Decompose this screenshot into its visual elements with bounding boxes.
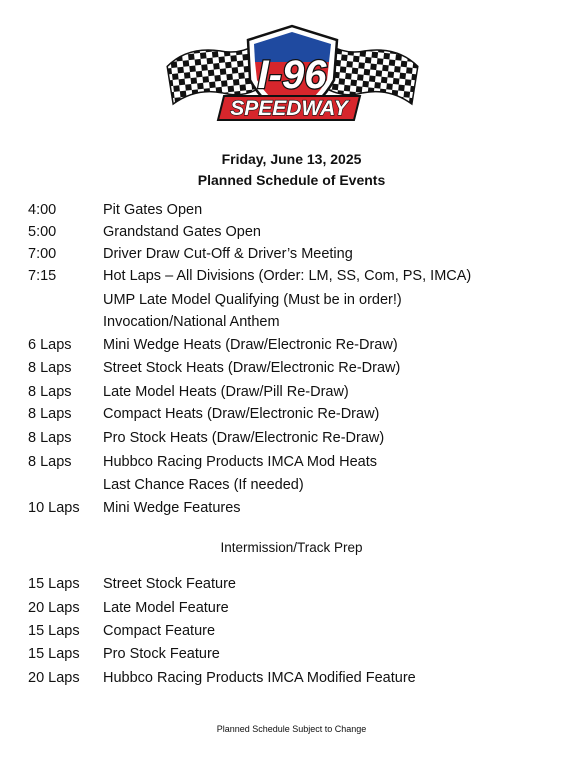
schedule-event: Hot Laps – All Divisions (Order: LM, SS, Com, PS, IMCA) — [103, 268, 472, 284]
schedule-row — [0, 623, 583, 645]
schedule-event: Driver Draw Cut-Off & Driver’s Meeting — [103, 246, 353, 262]
schedule-event: Invocation/National Anthem — [103, 314, 280, 330]
schedule-event: Hubbco Racing Products IMCA Modified Feature — [103, 670, 416, 686]
schedule-event: Grandstand Gates Open — [103, 224, 261, 240]
schedule-title: Planned Schedule of Events — [197, 172, 386, 188]
schedule-row — [0, 600, 583, 622]
schedule-row — [0, 314, 583, 336]
schedule-row — [0, 268, 583, 290]
schedule-row — [0, 292, 583, 314]
schedule-time: 8 Laps — [28, 384, 72, 400]
logo-sub-text: SPEEDWAY — [230, 97, 348, 120]
schedule-time: 5:00 — [28, 224, 57, 240]
schedule-time: 15 Laps — [28, 576, 80, 592]
event-date: Friday, June 13, 2025 — [221, 151, 362, 167]
schedule-event: Late Model Heats (Draw/Pill Re-Draw) — [103, 384, 349, 400]
schedule-time: 8 Laps — [28, 454, 72, 470]
intermission-note: Intermission/Track Prep — [220, 540, 363, 555]
schedule-row — [0, 337, 583, 359]
schedule-time: 8 Laps — [28, 430, 72, 446]
schedule-event: Last Chance Races (If needed) — [103, 477, 304, 493]
schedule-time: 4:00 — [28, 202, 57, 218]
schedule-event: Mini Wedge Features — [103, 500, 241, 516]
schedule-row — [0, 406, 583, 428]
schedule-time: 20 Laps — [28, 600, 80, 616]
schedule-event: Street Stock Heats (Draw/Electronic Re-Draw) — [103, 360, 401, 376]
schedule-row — [0, 576, 583, 598]
schedule-row — [0, 384, 583, 406]
schedule-event: Pro Stock Heats (Draw/Electronic Re-Draw) — [103, 430, 385, 446]
schedule-time: 15 Laps — [28, 646, 80, 662]
schedule-event: Pit Gates Open — [103, 202, 203, 218]
schedule-row — [0, 430, 583, 452]
schedule-row — [0, 360, 583, 382]
schedule-time: 6 Laps — [28, 337, 72, 353]
schedule-row — [0, 670, 583, 692]
schedule-event: Late Model Feature — [103, 600, 229, 616]
schedule-time: 20 Laps — [28, 670, 80, 686]
schedule-event: Mini Wedge Heats (Draw/Electronic Re-Draw) — [103, 337, 398, 353]
schedule-event: UMP Late Model Qualifying (Must be in order!) — [103, 292, 402, 308]
schedule-row — [0, 202, 583, 224]
logo-main-text: I-96 — [257, 53, 327, 97]
footer-note: Planned Schedule Subject to Change — [216, 724, 367, 734]
schedule-time: 8 Laps — [28, 406, 72, 422]
schedule-time: 15 Laps — [28, 623, 80, 639]
schedule-event: Pro Stock Feature — [103, 646, 220, 662]
schedule-event: Compact Feature — [103, 623, 216, 639]
schedule-row — [0, 246, 583, 268]
schedule-row — [0, 477, 583, 499]
schedule-time: 10 Laps — [28, 500, 80, 516]
schedule-row — [0, 454, 583, 476]
schedule-row — [0, 500, 583, 522]
schedule-row — [0, 224, 583, 246]
schedule-time: 7:15 — [28, 268, 57, 284]
schedule-event: Street Stock Feature — [103, 576, 236, 592]
schedule-event: Compact Heats (Draw/Electronic Re-Draw) — [103, 406, 380, 422]
schedule-time: 8 Laps — [28, 360, 72, 376]
schedule-row — [0, 646, 583, 668]
schedule-event: Hubbco Racing Products IMCA Mod Heats — [103, 454, 378, 470]
speedway-logo — [160, 22, 425, 128]
schedule-time: 7:00 — [28, 246, 57, 262]
